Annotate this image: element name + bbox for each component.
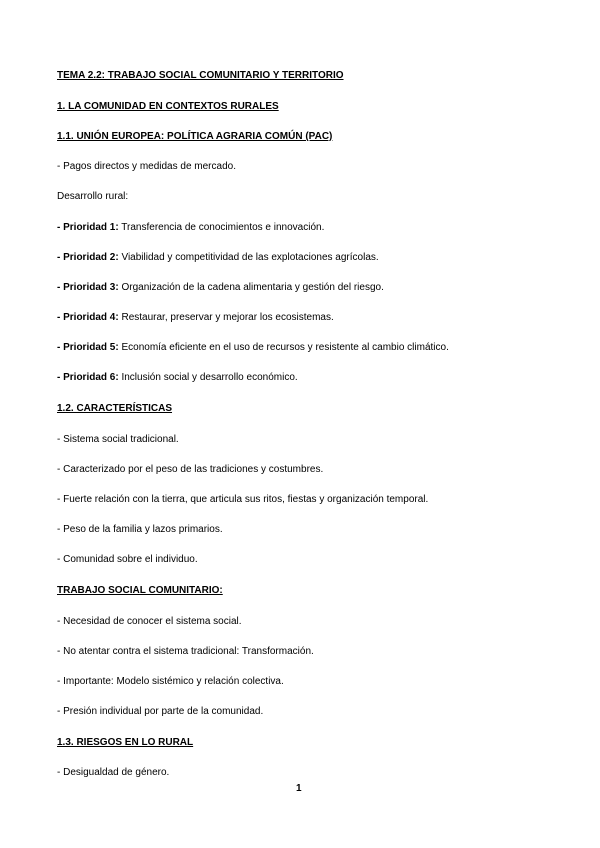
subheading-desarrollo: Desarrollo rural: xyxy=(57,191,129,202)
priority-item xyxy=(57,312,334,324)
priority-label: - Prioridad 5: xyxy=(57,342,119,353)
list-item: - Caracterizado por el peso de las tradiciones y costumbres. xyxy=(57,464,324,475)
priority-text: Inclusión social y desarrollo económico. xyxy=(118,372,298,383)
list-item: - Peso de la familia y lazos primarios. xyxy=(57,524,223,535)
section-heading-1-3: 1.3. RIESGOS EN LO RURAL xyxy=(57,737,194,748)
list-item: - Desigualdad de género. xyxy=(57,767,170,778)
section-heading-1-1: 1.1. UNIÓN EUROPEA: POLÍTICA AGRARIA COMÚN (PAC) xyxy=(57,131,333,142)
priority-label: - Prioridad 6: xyxy=(57,372,119,383)
priority-item xyxy=(57,222,324,234)
priority-label: - Prioridad 2: xyxy=(57,252,119,263)
subheading-trabajo-social: TRABAJO SOCIAL COMUNITARIO: xyxy=(57,585,223,596)
section-heading-1: 1. LA COMUNIDAD EN CONTEXTOS RURALES xyxy=(57,101,279,112)
list-item: - No atentar contra el sistema tradicional: Transformación. xyxy=(57,646,314,657)
priority-text: Restaurar, preservar y mejorar los ecosistemas. xyxy=(118,312,334,323)
page-number: 1 xyxy=(296,783,302,794)
priority-label: - Prioridad 3: xyxy=(57,282,119,293)
list-item: - Sistema social tradicional. xyxy=(57,434,179,445)
priority-text: Viabilidad y competitividad de las explotaciones agrícolas. xyxy=(118,252,379,263)
list-item: - Presión individual por parte de la comunidad. xyxy=(57,706,264,717)
priority-text: Economía eficiente en el uso de recursos y resistente al cambio climático. xyxy=(118,342,449,353)
list-item-pagos: - Pagos directos y medidas de mercado. xyxy=(57,161,236,172)
list-item: - Necesidad de conocer el sistema social. xyxy=(57,616,242,627)
priority-label: - Prioridad 1: xyxy=(57,222,119,233)
list-item: - Fuerte relación con la tierra, que articula sus ritos, fiestas y organización temporal. xyxy=(57,494,429,505)
section-heading-1-2: 1.2. CARACTERÍSTICAS xyxy=(57,403,173,414)
list-item: - Comunidad sobre el individuo. xyxy=(57,554,198,565)
priority-item xyxy=(57,342,449,354)
priority-text: Organización de la cadena alimentaria y gestión del riesgo. xyxy=(118,282,384,293)
priority-label: - Prioridad 4: xyxy=(57,312,119,323)
document-title: TEMA 2.2: TRABAJO SOCIAL COMUNITARIO Y TERRITORIO xyxy=(57,70,344,81)
priority-text: Transferencia de conocimientos e innovación. xyxy=(118,222,325,233)
priority-item xyxy=(57,252,379,264)
list-item: - Importante: Modelo sistémico y relación colectiva. xyxy=(57,676,284,687)
priority-item xyxy=(57,372,298,384)
priority-item xyxy=(57,282,384,294)
